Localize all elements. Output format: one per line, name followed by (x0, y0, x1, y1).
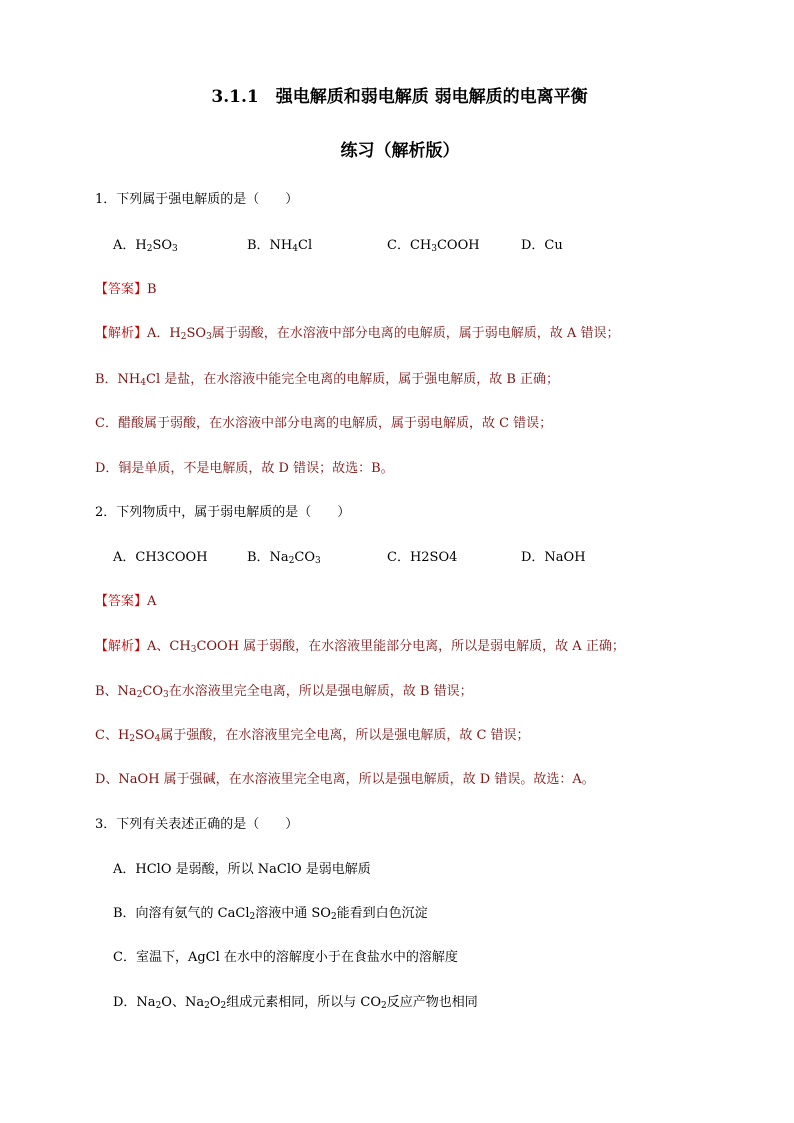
question-2-stem: 2．下列物质中，属于弱电解质的是（ ） (95, 505, 351, 520)
q3-option-c: C．室温下，AgCl 在水中的溶解度小于在食盐水中的溶解度 (113, 950, 458, 965)
q1-option-b: B．$NH_4Cl$ (247, 238, 313, 254)
q1-analysis-line-1: 【解析】A．$H_2SO_3$属于弱酸，在水溶液中部分电离的电解质，属于弱电解质，故 A 错误； (95, 326, 620, 342)
q3-option-a: A．HClO 是弱酸，所以 NaClO 是弱电解质 (113, 862, 371, 877)
answer-label: 【答案】 (95, 594, 148, 609)
q1-analysis-line-2: B．$NH_4Cl$ 是盐，在水溶液中能完全电离的电解质，属于强电解质，故 B 正确； (95, 372, 560, 388)
q3-option-b: B．向溶有氨气的 CaCl$_2$溶液中通 $SO_2$能看到白色沉淀 (113, 906, 428, 922)
q1-analysis-line-4: D．铜是单质，不是电解质，故 D 错误；故选：B。 (95, 461, 394, 476)
q1-analysis-line-3: C．醋酸属于弱酸，在水溶液中部分电离的电解质，属于弱电解质，故 C 错误； (95, 416, 553, 431)
q3-option-d: D．$Na_2O$、$Na_2O_2$组成元素相同，所以与 $CO_2$反应产物也相同 (113, 995, 478, 1011)
answer-label: 【答案】 (95, 282, 148, 297)
q2-analysis-line-3: C、$H_2SO_4$属于强酸，在水溶液里完全电离，所以是强电解质，故 C 错误； (95, 728, 530, 744)
q1-option-a: A．$H_2SO_3$ (113, 238, 178, 254)
question-3-stem: 3．下列有关表述正确的是（ ） (95, 817, 299, 832)
analysis-label: 【解析】 (95, 639, 148, 654)
question-1-stem: 1．下列属于强电解质的是（ ） (95, 192, 299, 207)
q2-answer (95, 590, 156, 609)
q1-answer (95, 278, 157, 297)
q2-option-b: B．$Na_2CO_3$ (247, 550, 321, 566)
q2-option-a: A．CH3COOH (113, 550, 208, 565)
analysis-label: 【解析】 (95, 326, 148, 341)
q2-analysis-line-4: D、NaOH 属于强碱，在水溶液里完全电离，所以是强电解质，故 D 错误。故选：A。 (95, 772, 595, 787)
q2-option-c: C．H2SO4 (387, 550, 458, 565)
q1-option-c: C．$CH_3COOH$ (387, 238, 480, 254)
page-subtitle: 练习（解析版） (340, 141, 460, 161)
answer-value: B (147, 282, 157, 297)
answer-value: A (147, 594, 157, 609)
q2-analysis-line-2: B、$Na_2CO_3$在水溶液里完全电离，所以是强电解质，故 B 错误； (95, 684, 473, 700)
q1-option-d: D．Cu (521, 238, 563, 253)
q2-option-d: D．NaOH (521, 550, 586, 565)
page-title: 3.1.1 强电解质和弱电解质 弱电解质的电离平衡 (211, 87, 588, 107)
q2-analysis-line-1: 【解析】A、$CH_3COOH$ 属于弱酸，在水溶液里能部分电离，所以是弱电解质，故 A 正确； (95, 639, 625, 655)
